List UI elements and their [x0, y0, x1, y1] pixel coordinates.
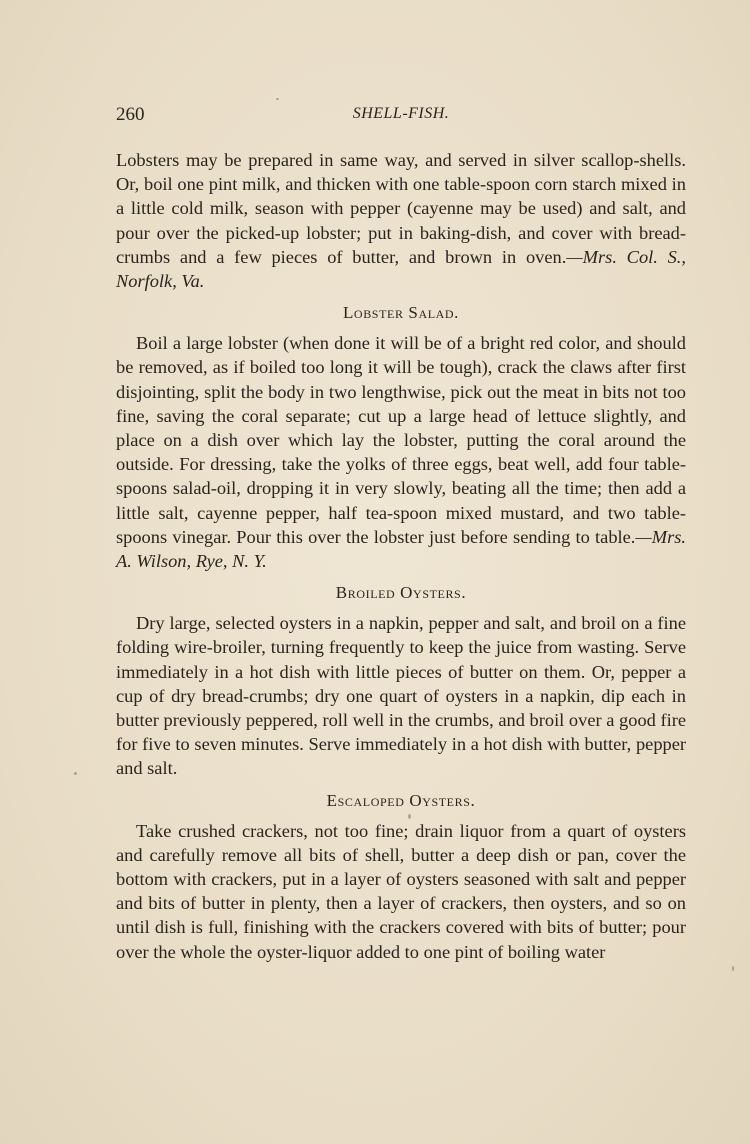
paper-speck	[732, 966, 734, 971]
intro-text: Lobsters may be prepared in same way, and served in silver scallop-shells. Or, boil one pint milk, and thicken with one table-spoon corn starch mixed in a little cold milk, season with pepper (cayenne may be used) and salt, and pour over the picked-up lobster; put in baking-dish, and cover with bread-crumbs and a few pieces of butter, and brown in oven.	[116, 150, 686, 267]
paper-speck	[276, 98, 279, 100]
page-header	[116, 104, 686, 130]
lobster-salad-attribution: —Mrs. A. Wilson, Rye, N. Y.	[116, 526, 686, 572]
lobster-salad-paragraph	[116, 331, 686, 573]
section-title-escaloped-oysters: Escaloped Oysters.	[326, 790, 476, 810]
section-title-lobster-salad: Lobster Salad.	[342, 303, 460, 323]
running-head: SHELL-FISH.	[352, 105, 450, 122]
intro-attribution: —Mrs. Col. S., Norfolk, Va.	[116, 246, 687, 292]
page-number: 260	[116, 104, 145, 125]
broiled-oysters-paragraph: Dry large, selected oysters in a napkin, pepper and salt, and broil on a fine folding wire-broiler, turning frequently to keep the juice from wasting. Serve immediately in a hot dish with little pieces of butter on them. Or, pepper a cup of dry bread-crumbs; dry one quart of oysters in a napkin, dip each in butter previously peppered, roll well in the crumbs, and broil over a good fire for five to seven minutes. Serve immediately in a hot dish with butter, pepper and salt.	[116, 613, 686, 779]
section-title-broiled-oysters: Broiled Oysters.	[335, 583, 467, 603]
paper-speck	[408, 814, 411, 819]
intro-paragraph	[116, 148, 686, 293]
escaloped-oysters-paragraph: Take crushed crackers, not too fine; drain liquor from a quart of oysters and carefully remove all bits of shell, butter a deep dish or pan, cover the bottom with crackers, put in a layer of oysters seasoned with salt and pepper and bits of butter in plenty, then a layer of crackers, then oysters, and so on until dish is full, finishing with the crackers covered with bits of butter; pour over the whole the oyster-liquor added to one pint of boiling water	[116, 820, 686, 962]
paper-speck	[74, 772, 77, 775]
lobster-salad-text: Boil a large lobster (when done it will be of a bright red color, and should be removed, as if boiled too long it will be tough), crack the claws after first disjointing, split the body in two lengthwise, pick out the meat in bits not too fine, saving the coral separate; cut up a large head of lettuce slightly, and place on a dish over which lay the lobster, putting the coral around the outside. For dressing, take the yolks of three eggs, beat well, add four table-spoons salad-oil, dropping it in very slowly, beating all the time; then add a little salt, cayenne pepper, half tea-spoon mixed mustard, and two table-spoons vinegar. Pour this over the lobster just before sending to table.	[116, 333, 686, 547]
page-body	[116, 148, 686, 964]
